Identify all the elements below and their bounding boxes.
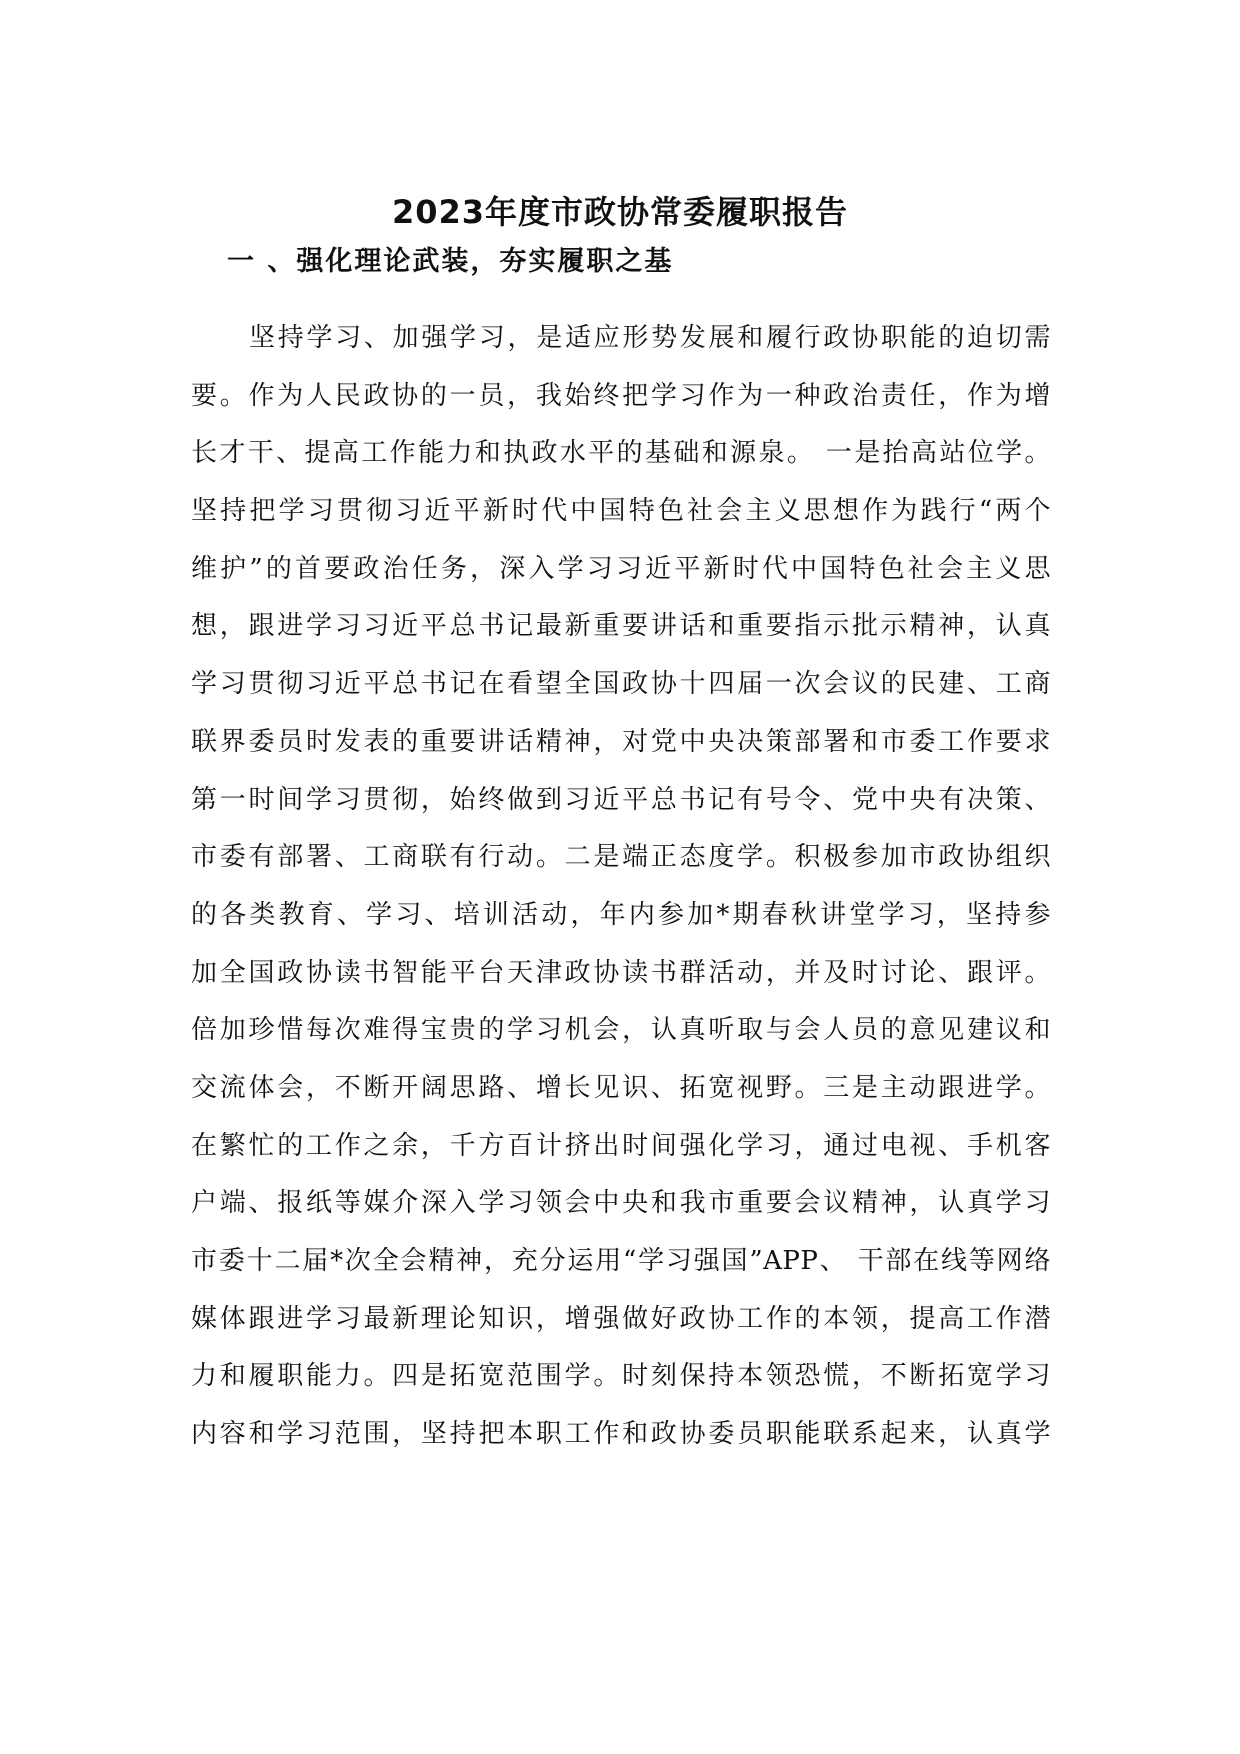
paragraph-line: 倍加珍惜每次难得宝贵的学习机会，认真听取与会人员的意见建议和: [191, 1015, 1051, 1046]
paragraph-line: 要。作为人民政协的一员，我始终把学习作为一种政治责任，作为增: [191, 380, 1051, 411]
paragraph-line: 第一时间学习贯彻，始终做到习近平总书记有号令、党中央有决策、: [191, 784, 1051, 815]
paragraph-line: 在繁忙的工作之余，千方百计挤出时间强化学习，通过电视、手机客: [191, 1130, 1051, 1161]
paragraph-line: 加全国政协读书智能平台天津政协读书群活动，并及时讨论、跟评。: [191, 957, 1051, 988]
paragraph-line: 联界委员时发表的重要讲话精神，对党中央决策部署和市委工作要求: [191, 726, 1051, 757]
section-heading: 一 、强化理论武装，夯实履职之基: [227, 246, 674, 277]
paragraph-line: 坚持学习、加强学习，是适应形势发展和履行政协职能的迫切需: [249, 323, 1051, 353]
paragraph-line: 坚持把学习贯彻习近平新时代中国特色社会主义思想作为践行“两个: [191, 496, 1051, 527]
paragraph-line: 长才干、提高工作能力和执政水平的基础和源泉。 一是抬高站位学。: [191, 438, 1051, 469]
paragraph-line: 想，跟进学习习近平总书记最新重要讲话和重要指示批示精神，认真: [191, 611, 1051, 642]
document-title: 2023年度市政协常委履职报告: [391, 193, 849, 231]
paragraph-line: 媒体跟进学习最新理论知识，增强做好政协工作的本领，提高工作潜: [191, 1303, 1051, 1334]
body-paragraph: [191, 310, 1051, 1464]
paragraph-line: 交流体会，不断开阔思路、增长见识、拓宽视野。三是主动跟进学。: [191, 1072, 1051, 1103]
paragraph-line: 维护”的首要政治任务，深入学习习近平新时代中国特色社会主义思: [191, 553, 1051, 584]
paragraph-line: 学习贯彻习近平总书记在看望全国政协十四届一次会议的民建、工商: [191, 669, 1051, 700]
paragraph-line: 市委有部署、工商联有行动。二是端正态度学。积极参加市政协组织: [191, 842, 1051, 873]
paragraph-line: 内容和学习范围，坚持把本职工作和政协委员职能联系起来，认真学: [191, 1419, 1051, 1450]
paragraph-line: 户端、报纸等媒介深入学习领会中央和我市重要会议精神，认真学习: [191, 1188, 1051, 1219]
paragraph-line: 的各类教育、学习、培训活动，年内参加*期春秋讲堂学习，坚持参: [191, 899, 1051, 930]
paragraph-line: 市委十二届*次全会精神，充分运用“学习强国”APP、 干部在线等网络: [191, 1246, 1051, 1276]
paragraph-line: 力和履职能力。四是拓宽范围学。时刻保持本领恐慌，不断拓宽学习: [191, 1361, 1051, 1392]
